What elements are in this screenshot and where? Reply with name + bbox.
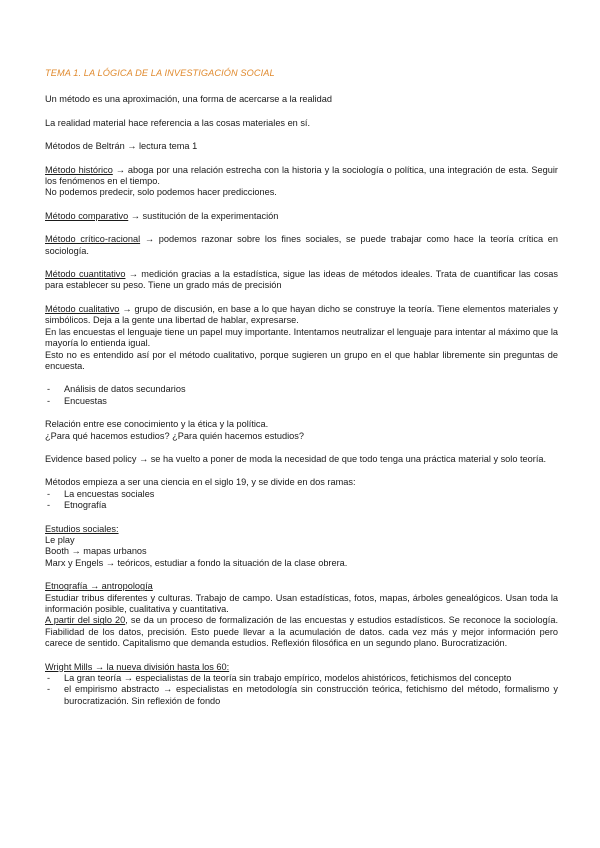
section-metodo-critico — [45, 234, 558, 257]
heading-metodo-cualitativo: Método cualitativo — [45, 303, 120, 314]
text-estudios-3: Marx y Engels → teóricos, estudiar a fondo la situación de la clase obrera. — [45, 557, 348, 568]
text-siglo-20: , se da un proceso de formalización de las encuestas y estudios estadísticos. Se reconoce la sociología. Fiabilidad de los datos, precisión. Esto puede llevar a la acumulación de datos. cada vez más y mejor información pero carece de sentido. Capitalismo que demanda estudios. Reflexión filosófica en un segundo plano. Burocratización. — [45, 615, 558, 649]
heading-metodo-critico: Método crítico-racional — [45, 234, 141, 245]
section-metodo-historico — [45, 165, 558, 199]
heading-metodo-cuantitativo: Método cuantitativo — [45, 269, 126, 280]
heading-estudios-sociales: Estudios sociales: — [45, 523, 119, 534]
paragraph-definition: Un método es una aproximación, una forma de acercarse a la realidad — [45, 94, 333, 105]
heading-metodo-historico: Método histórico — [45, 164, 113, 175]
list-tecnicas — [45, 384, 558, 407]
list-item: - Análisis de datos secundarios — [45, 384, 558, 395]
section-estudios-sociales — [45, 524, 558, 570]
text-metodo-cualitativo-2: En las encuestas el lenguaje tiene un papel muy importante. Intentamos neutralizar el lenguaje para intentar al máximo que la mayoría lo entienda igual. — [45, 326, 558, 349]
list-wright-mills — [45, 673, 558, 707]
text-metodo-historico: → aboga por una relación estrecha con la historia y la sociología o política, una integración de esta. Seguir los fenómenos en el tiempo. — [45, 164, 558, 187]
section-etnografia — [45, 581, 558, 649]
heading-etnografia: Etnografía → antropología — [45, 581, 153, 592]
section-wright-mills — [45, 662, 558, 673]
text-metodo-cualitativo: → grupo de discusión, en base a lo que hayan dicho se construye la teoría. Tiene elementos materiales y simbólicos. Deja a la gente una libertad de hablar, expresarse. — [45, 303, 558, 326]
section-metodo-comparativo — [45, 211, 558, 222]
text-relacion-1: Relación entre ese conocimiento y la ética y la política. — [45, 419, 269, 430]
text-etnografia-1: Estudiar tribus diferentes y culturas. Trabajo de campo. Usan estadísticas, fotos, mapas, árboles genealógicos. Usan toda la información posible, cualitativa y cuantitativa. — [45, 592, 558, 614]
heading-siglo-20: A partir del siglo 20 — [45, 615, 126, 626]
text-estudios-1: Le play — [45, 534, 75, 545]
list-item: - Encuestas — [45, 396, 558, 407]
list-item: - Etnografía — [45, 500, 558, 511]
text-relacion-2: ¿Para qué hacemos estudios? ¿Para quién hacemos estudios? — [45, 430, 304, 441]
paragraph-realidad: La realidad material hace referencia a las cosas materiales en sí. — [45, 117, 311, 128]
paragraph-evidence: Evidence based policy → se ha vuelto a poner de moda la necesidad de que todo tenga una práctica material y solo teoría. — [45, 453, 547, 464]
heading-metodo-comparativo: Método comparativo — [45, 210, 129, 221]
document-title: TEMA 1. LA LÓGICA DE LA INVESTIGACIÓN SOCIAL — [45, 68, 275, 78]
section-metodo-cuantitativo — [45, 269, 558, 292]
document-page — [45, 68, 558, 719]
text-metodo-historico-2: No podemos predecir, solo podemos hacer predicciones. — [45, 187, 277, 198]
text-metodo-cualitativo-3: Esto no es entendido así por el método cualitativo, porque sugieren un grupo en el que hablar libremente sin preguntas de encuesta. — [45, 349, 558, 371]
heading-wright-mills: Wright Mills → la nueva división hasta los 60: — [45, 661, 230, 672]
text-metodo-cuantitativo: → medición gracias a la estadística, sigue las ideas de métodos ideales. Trata de cuantificar las cosas para establecer su peso. Tiene un grado más de precisión — [45, 269, 558, 291]
list-item: - La encuestas sociales — [45, 489, 558, 500]
list-item: - La gran teoría → especialistas de la teoría sin trabajo empírico, modelos ahistóricos, fetichismos del concepto — [45, 673, 558, 684]
text-metodo-comparativo: → sustitución de la experimentación — [128, 210, 279, 221]
list-ramas — [45, 489, 558, 512]
paragraph-relacion — [45, 419, 558, 442]
list-item: - el empirismo abstracto → especialistas en metodología sin construcción teórica, fetichismo del método, formalismo y burocratización. Sin reflexión de fondo — [45, 684, 558, 707]
section-metodo-cualitativo — [45, 304, 558, 372]
text-metodo-critico: → podemos razonar sobre los fines sociales, se puede trabajar como hace la teoría crítica en sociología. — [45, 234, 559, 256]
paragraph-metodos-ciencia: Métodos empieza a ser una ciencia en el siglo 19, y se divide en dos ramas: — [45, 477, 356, 488]
text-estudios-2: Booth → mapas urbanos — [45, 546, 147, 557]
paragraph-beltran: Métodos de Beltrán → lectura tema 1 — [45, 141, 198, 152]
